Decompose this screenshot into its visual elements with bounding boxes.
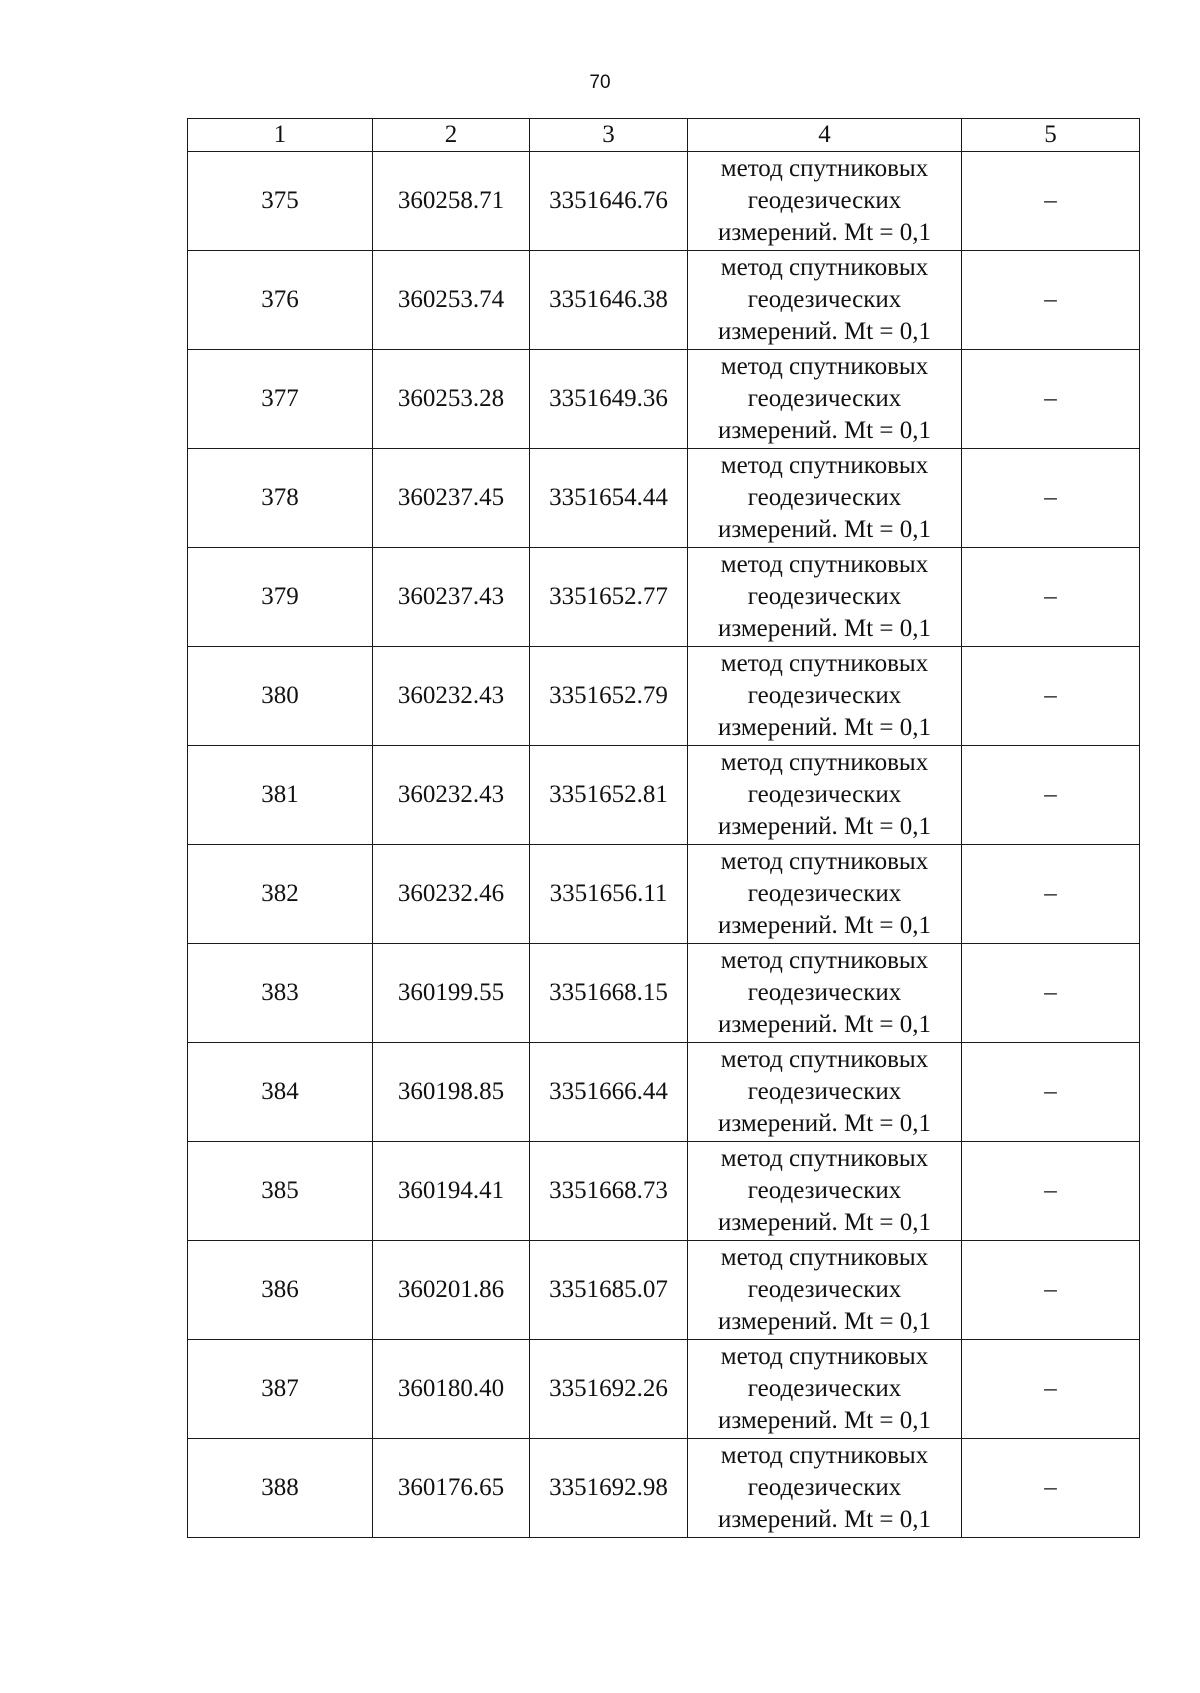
note-cell: – [962, 647, 1140, 746]
method-cell [688, 1241, 962, 1340]
method-cell [688, 845, 962, 944]
point-number-cell: 375 [188, 152, 373, 251]
header-col-5: 5 [962, 119, 1140, 152]
coordinate-y-cell: 3351692.98 [530, 1439, 688, 1538]
table-row [188, 1241, 1140, 1340]
coordinates-table [187, 118, 1140, 1538]
method-cell [688, 746, 962, 845]
coordinate-y-cell: 3351666.44 [530, 1043, 688, 1142]
point-number-cell: 378 [188, 449, 373, 548]
method-line: метод спутниковых [720, 749, 929, 776]
method-line: геодезических [747, 385, 902, 412]
method-line: геодезических [747, 187, 902, 214]
table-row [188, 1142, 1140, 1241]
method-line: геодезических [747, 583, 902, 610]
table-header [188, 119, 1140, 152]
method-line: геодезических [747, 484, 902, 511]
table-row [188, 944, 1140, 1043]
method-line: геодезических [747, 979, 902, 1006]
note-cell: – [962, 449, 1140, 548]
table-row [188, 350, 1140, 449]
method-line: измерений. Mt = 0,1 [717, 1506, 932, 1533]
note-cell: – [962, 350, 1140, 449]
coordinate-x-cell: 360199.55 [373, 944, 530, 1043]
coordinate-x-cell: 360232.46 [373, 845, 530, 944]
method-cell [688, 1142, 962, 1241]
method-cell [688, 251, 962, 350]
method-line: измерений. Mt = 0,1 [717, 318, 932, 345]
coordinate-x-cell: 360258.71 [373, 152, 530, 251]
method-line: измерений. Mt = 0,1 [717, 1407, 932, 1434]
point-number-cell: 383 [188, 944, 373, 1043]
point-number-cell: 382 [188, 845, 373, 944]
table-row [188, 548, 1140, 647]
method-line: геодезических [747, 880, 902, 907]
method-cell [688, 647, 962, 746]
coordinate-x-cell: 360180.40 [373, 1340, 530, 1439]
coordinate-y-cell: 3351668.73 [530, 1142, 688, 1241]
note-cell: – [962, 746, 1140, 845]
method-cell [688, 1439, 962, 1538]
table-body [188, 152, 1140, 1538]
method-line: измерений. Mt = 0,1 [717, 1308, 932, 1335]
method-line: метод спутниковых [720, 1244, 929, 1271]
method-line: измерений. Mt = 0,1 [717, 1011, 932, 1038]
method-line: метод спутниковых [720, 155, 929, 182]
table-row [188, 1439, 1140, 1538]
method-line: геодезических [747, 1375, 902, 1402]
point-number-cell: 381 [188, 746, 373, 845]
method-line: измерений. Mt = 0,1 [717, 912, 932, 939]
method-cell [688, 944, 962, 1043]
method-cell [688, 1043, 962, 1142]
note-cell: – [962, 251, 1140, 350]
header-col-1: 1 [188, 119, 373, 152]
coordinate-x-cell: 360194.41 [373, 1142, 530, 1241]
method-line: измерений. Mt = 0,1 [717, 417, 932, 444]
method-line: измерений. Mt = 0,1 [717, 714, 932, 741]
coordinate-y-cell: 3351668.15 [530, 944, 688, 1043]
method-line: метод спутниковых [720, 1442, 929, 1469]
table-row [188, 251, 1140, 350]
coordinate-y-cell: 3351685.07 [530, 1241, 688, 1340]
point-number-cell: 387 [188, 1340, 373, 1439]
coordinate-y-cell: 3351646.38 [530, 251, 688, 350]
note-cell: – [962, 1439, 1140, 1538]
point-number-cell: 385 [188, 1142, 373, 1241]
method-line: геодезических [747, 1474, 902, 1501]
method-line: метод спутниковых [720, 1145, 929, 1172]
method-line: измерений. Mt = 0,1 [717, 219, 932, 246]
point-number-cell: 377 [188, 350, 373, 449]
coordinate-x-cell: 360232.43 [373, 746, 530, 845]
note-cell: – [962, 1340, 1140, 1439]
coordinate-y-cell: 3351649.36 [530, 350, 688, 449]
note-cell: – [962, 548, 1140, 647]
method-cell [688, 152, 962, 251]
method-line: метод спутниковых [720, 848, 929, 875]
method-line: геодезических [747, 286, 902, 313]
method-line: метод спутниковых [720, 947, 929, 974]
method-line: измерений. Mt = 0,1 [717, 813, 932, 840]
coordinate-y-cell: 3351656.11 [530, 845, 688, 944]
point-number-cell: 384 [188, 1043, 373, 1142]
coordinate-x-cell: 360237.43 [373, 548, 530, 647]
coordinate-x-cell: 360176.65 [373, 1439, 530, 1538]
coordinate-x-cell: 360232.43 [373, 647, 530, 746]
table-row [188, 1043, 1140, 1142]
coordinate-y-cell: 3351692.26 [530, 1340, 688, 1439]
method-line: измерений. Mt = 0,1 [717, 1209, 932, 1236]
header-row [188, 119, 1140, 152]
header-col-3: 3 [530, 119, 688, 152]
note-cell: – [962, 152, 1140, 251]
point-number-cell: 376 [188, 251, 373, 350]
method-line: измерений. Mt = 0,1 [717, 516, 932, 543]
note-cell: – [962, 845, 1140, 944]
table-row [188, 449, 1140, 548]
note-cell: – [962, 1241, 1140, 1340]
point-number-cell: 388 [188, 1439, 373, 1538]
method-line: метод спутниковых [720, 1046, 929, 1073]
coordinate-x-cell: 360237.45 [373, 449, 530, 548]
page-number: 70 [589, 72, 611, 93]
method-cell [688, 548, 962, 647]
note-cell: – [962, 1142, 1140, 1241]
coordinate-y-cell: 3351652.77 [530, 548, 688, 647]
method-line: измерений. Mt = 0,1 [717, 1110, 932, 1137]
method-line: метод спутниковых [720, 650, 929, 677]
method-line: метод спутниковых [720, 1343, 929, 1370]
method-line: геодезических [747, 781, 902, 808]
point-number-cell: 379 [188, 548, 373, 647]
method-line: геодезических [747, 682, 902, 709]
method-cell [688, 1340, 962, 1439]
table-row [188, 1340, 1140, 1439]
coordinate-y-cell: 3351646.76 [530, 152, 688, 251]
point-number-cell: 386 [188, 1241, 373, 1340]
table-row [188, 746, 1140, 845]
method-cell [688, 449, 962, 548]
note-cell: – [962, 944, 1140, 1043]
method-line: метод спутниковых [720, 254, 929, 281]
header-col-4: 4 [688, 119, 962, 152]
point-number-cell: 380 [188, 647, 373, 746]
table-row [188, 647, 1140, 746]
coordinate-x-cell: 360201.86 [373, 1241, 530, 1340]
coordinate-x-cell: 360253.28 [373, 350, 530, 449]
coordinate-y-cell: 3351652.81 [530, 746, 688, 845]
method-line: метод спутниковых [720, 452, 929, 479]
table-row [188, 152, 1140, 251]
note-cell: – [962, 1043, 1140, 1142]
header-col-2: 2 [373, 119, 530, 152]
coordinate-x-cell: 360253.74 [373, 251, 530, 350]
coordinate-x-cell: 360198.85 [373, 1043, 530, 1142]
method-line: геодезических [747, 1177, 902, 1204]
method-line: геодезических [747, 1276, 902, 1303]
method-line: метод спутниковых [720, 551, 929, 578]
method-line: геодезических [747, 1078, 902, 1105]
method-line: метод спутниковых [720, 353, 929, 380]
method-cell [688, 350, 962, 449]
coordinate-y-cell: 3351654.44 [530, 449, 688, 548]
table-row [188, 845, 1140, 944]
method-line: измерений. Mt = 0,1 [717, 615, 932, 642]
coordinate-y-cell: 3351652.79 [530, 647, 688, 746]
